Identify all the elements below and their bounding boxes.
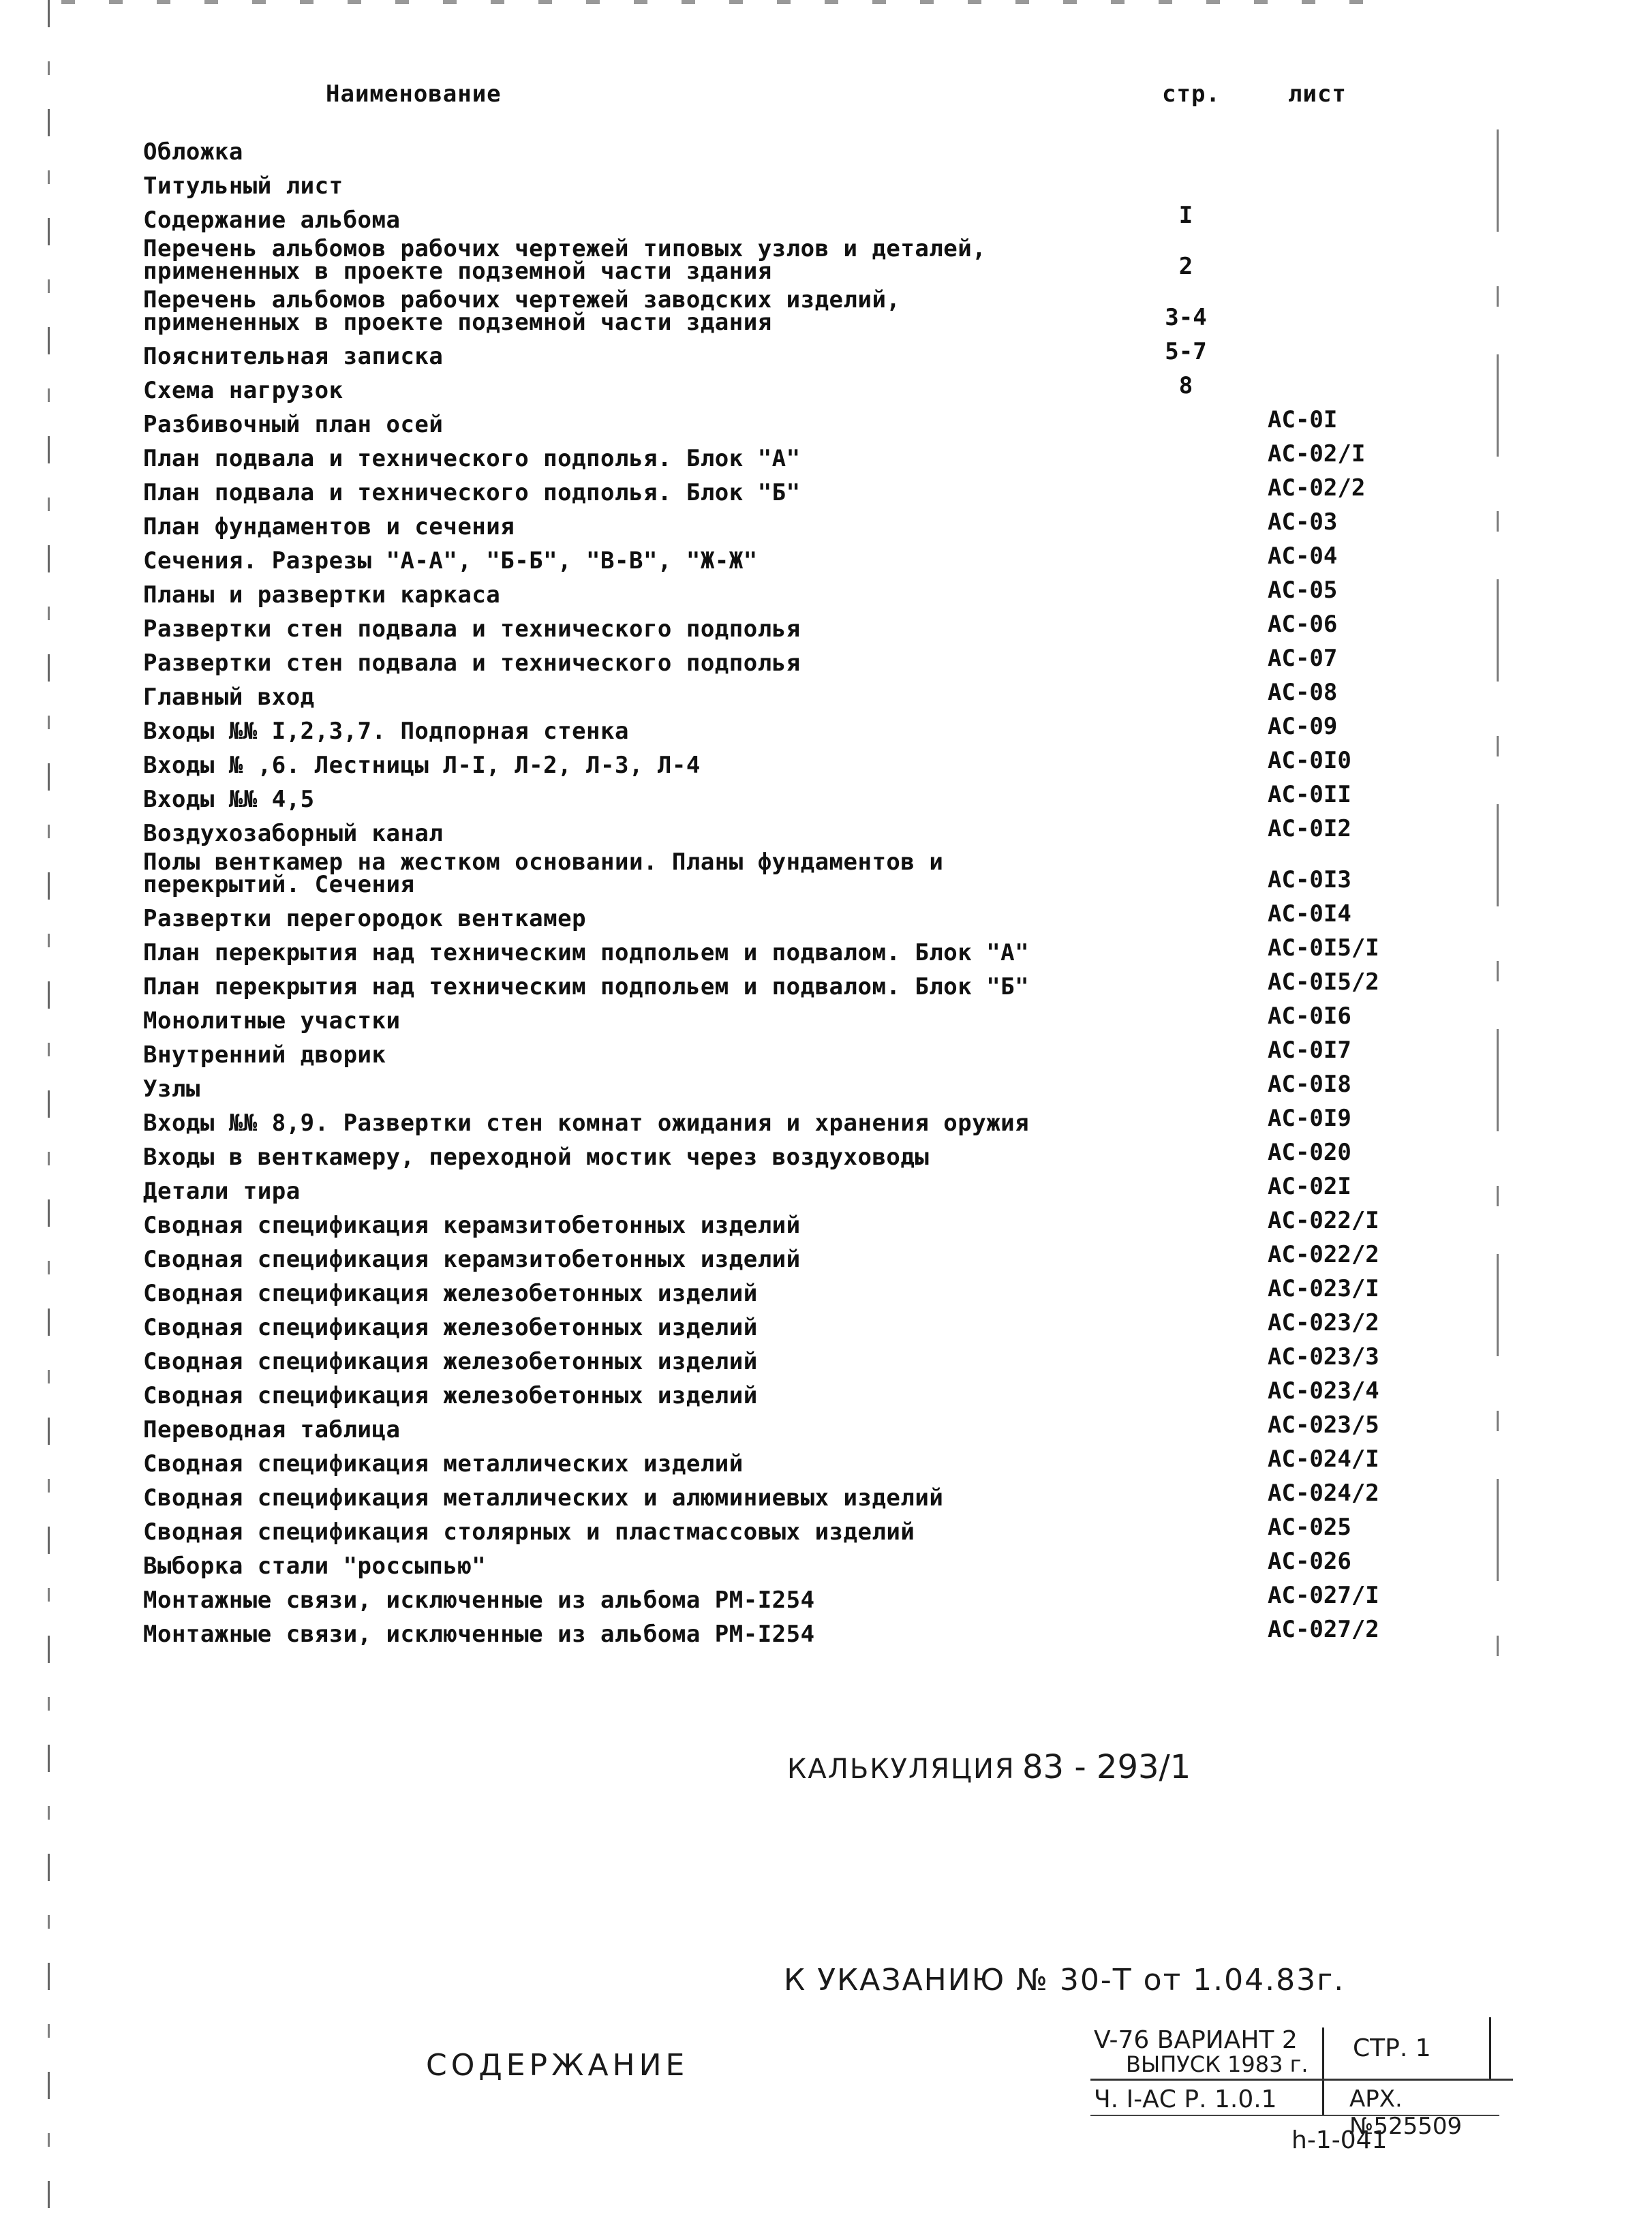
table-row [143, 1510, 1438, 1544]
row-title: План подвала и технического подполья. Блок "Б" [143, 479, 801, 506]
row-title: Сечения. Разрезы "А-А", "Б-Б", "В-В", "Ж-Ж" [143, 547, 758, 575]
row-title: Сводная спецификация железобетонных изделий [143, 1348, 758, 1375]
row-title: Содержание альбома [143, 206, 401, 234]
row-title: Выборка стали "россыпью" [143, 1552, 487, 1580]
row-page: 3-4 [1165, 304, 1207, 331]
table-row [143, 1203, 1438, 1237]
table-row [143, 1067, 1438, 1101]
scan-edge-left [48, 0, 50, 2234]
stamp-divider [1090, 2079, 1513, 2081]
row-title: План перекрытия над техническим подпольем и подвалом. Блок "Б" [143, 973, 1030, 1000]
stamp-divider [1489, 2017, 1491, 2079]
row-sheet: АС-06 [1268, 611, 1338, 638]
order-reference: К УКАЗАНИЮ № 30-Т от 1.04.83г. [784, 1963, 1345, 1998]
row-title: Титульный лист [143, 172, 343, 200]
row-sheet: АС-05 [1268, 577, 1338, 604]
row-title: План подвала и технического подполья. Блок "А" [143, 445, 801, 472]
row-title: Развертки перегородок венткамер [143, 905, 587, 932]
row-sheet: АС-022/I [1268, 1207, 1379, 1234]
stamp-divider [1322, 2028, 1324, 2116]
row-sheet: АС-0I9 [1268, 1105, 1351, 1132]
row-sheet: АС-023/3 [1268, 1343, 1379, 1371]
row-sheet: АС-0I0 [1268, 747, 1351, 774]
row-sheet: АС-023/2 [1268, 1309, 1379, 1336]
row-title: Входы №№ I,2,3,7. Подпорная стенка [143, 718, 629, 745]
table-row [143, 572, 1438, 607]
table-row [143, 538, 1438, 575]
row-title: Монолитные участки [143, 1007, 401, 1035]
row-sheet: АС-0I3 [1268, 866, 1351, 893]
stamp-issue: ВЫПУСК 1983 г. [1126, 2051, 1309, 2077]
scan-edge-right [1497, 129, 1499, 1697]
table-row [143, 607, 1438, 641]
table-row [143, 1373, 1438, 1407]
table-row [143, 334, 1438, 368]
row-sheet: АС-0I4 [1268, 900, 1351, 928]
table-row [143, 896, 1438, 930]
row-title: Сводная спецификация столярных и пластмассовых изделий [143, 1518, 915, 1546]
row-title: Обложка [143, 138, 243, 166]
table-row [143, 743, 1438, 777]
row-title: Главный вход [143, 684, 315, 711]
row-sheet: АС-023/4 [1268, 1377, 1379, 1405]
table-row [143, 1407, 1438, 1441]
stamp-page: СТР. 1 [1353, 2034, 1431, 2062]
row-title: Входы №№ 4,5 [143, 786, 315, 813]
table-row [143, 811, 1438, 845]
table-row [143, 1544, 1438, 1578]
row-title: Разбивочный план осей [143, 411, 444, 438]
row-sheet: АС-03 [1268, 508, 1338, 536]
row-title: План перекрытия над техническим подпольем и подвалом. Блок "А" [143, 939, 1030, 966]
table-row [143, 1271, 1438, 1305]
row-title: Перечень альбомов рабочих чертежей заводских изделий, примененных в проекте подземной части здания [143, 286, 901, 336]
row-sheet: АС-027/I [1268, 1582, 1379, 1609]
row-title: Входы № ,6. Лестницы Л-I, Л-2, Л-3, Л-4 [143, 752, 701, 779]
table-row [143, 402, 1438, 436]
table-row [143, 641, 1438, 675]
calculation-number: 83 - 293/1 [1022, 1748, 1191, 1786]
row-title: Сводная спецификация керамзитобетонных изделий [143, 1212, 801, 1239]
table-row [143, 964, 1438, 998]
row-title: План фундаментов и сечения [143, 513, 515, 540]
table-row [143, 198, 1438, 232]
row-sheet: АС-0I7 [1268, 1037, 1351, 1064]
row-page: I [1178, 202, 1193, 229]
row-title: Переводная таблица [143, 1416, 401, 1443]
table-row [143, 1612, 1438, 1646]
table-row [143, 1475, 1438, 1510]
row-page: 5-7 [1165, 338, 1207, 365]
table-row [143, 1305, 1438, 1339]
table-row [143, 777, 1438, 811]
row-title: Монтажные связи, исключенные из альбома РМ-I254 [143, 1587, 815, 1614]
row-title: Сводная спецификация металлических изделий [143, 1450, 744, 1478]
row-page: 8 [1178, 372, 1193, 399]
document-title: СОДЕРЖАНИЕ [426, 2048, 689, 2083]
table-row [143, 1101, 1438, 1135]
table-row [143, 1339, 1438, 1373]
column-header-sheet: лист [1288, 80, 1347, 108]
table-row [143, 1441, 1438, 1478]
column-header-page: стр. [1162, 80, 1221, 108]
table-row [143, 1032, 1438, 1067]
row-sheet: АС-02/2 [1268, 474, 1366, 502]
row-title: Перечень альбомов рабочих чертежей типовых узлов и деталей, примененных в проекте подземной части здания [143, 235, 987, 285]
column-header-name: Наименование [326, 80, 502, 108]
row-sheet: АС-0I5/2 [1268, 968, 1379, 996]
row-title: Входы в венткамеру, переходной мостик через воздуховоды [143, 1144, 930, 1171]
row-title: Детали тира [143, 1178, 301, 1205]
row-sheet: АС-02/I [1268, 440, 1366, 468]
table-row [143, 709, 1438, 743]
table-row [143, 283, 1438, 334]
table-row [143, 470, 1438, 504]
table-row [143, 1578, 1438, 1612]
row-sheet: АС-023/5 [1268, 1411, 1379, 1439]
stamp-archive-number: АРХ. №525509 [1349, 2085, 1463, 2140]
row-title: Развертки стен подвала и технического подполья [143, 615, 801, 643]
table-row [143, 436, 1438, 470]
row-title: Сводная спецификация железобетонных изделий [143, 1382, 758, 1409]
row-sheet: АС-0I5/I [1268, 934, 1379, 962]
row-sheet: АС-07 [1268, 645, 1338, 672]
row-sheet: АС-04 [1268, 542, 1338, 570]
table-row [143, 998, 1438, 1035]
table-row [143, 504, 1438, 538]
row-sheet: АС-0I2 [1268, 815, 1351, 842]
row-title: Входы №№ 8,9. Развертки стен комнат ожидания и хранения оружия [143, 1110, 1030, 1137]
table-row [143, 1169, 1438, 1203]
stamp-variant: V-76 ВАРИАНТ 2 [1094, 2026, 1298, 2054]
row-sheet: АС-0I6 [1268, 1003, 1351, 1030]
row-title: Сводная спецификация железобетонных изделий [143, 1280, 758, 1307]
table-row [143, 368, 1438, 402]
table-row [143, 845, 1438, 896]
row-sheet: АС-08 [1268, 679, 1338, 706]
row-sheet: АС-026 [1268, 1548, 1351, 1575]
row-sheet: АС-023/I [1268, 1275, 1379, 1302]
table-row [143, 1237, 1438, 1271]
row-sheet: АС-027/2 [1268, 1616, 1379, 1643]
contents-list [143, 129, 1438, 1646]
row-title: Сводная спецификация металлических и алюминиевых изделий [143, 1484, 944, 1512]
row-title: Схема нагрузок [143, 377, 343, 404]
row-title: Полы венткамер на жестком основании. Планы фундаментов и перекрытий. Сечения [143, 848, 944, 898]
row-title: Развертки стен подвала и технического подполья [143, 649, 801, 677]
row-sheet: АС-0I [1268, 406, 1338, 433]
row-sheet: АС-024/2 [1268, 1480, 1379, 1507]
row-sheet: АС-024/I [1268, 1445, 1379, 1473]
row-title: Сводная спецификация железобетонных изделий [143, 1314, 758, 1341]
stamp-part: Ч. I-АС Р. 1.0.1 [1094, 2085, 1277, 2113]
row-title: Планы и развертки каркаса [143, 581, 501, 609]
scan-edge-top [61, 0, 1390, 4]
row-title: Сводная спецификация керамзитобетонных изделий [143, 1246, 801, 1273]
row-sheet: АС-0I8 [1268, 1071, 1351, 1098]
row-sheet: АС-09 [1268, 713, 1338, 740]
table-row [143, 164, 1438, 198]
row-page: 2 [1178, 253, 1193, 280]
row-sheet: АС-022/2 [1268, 1241, 1379, 1268]
table-row [143, 232, 1438, 283]
calculation-label: КАЛЬКУЛЯЦИЯ [787, 1754, 1015, 1785]
bottom-note: h-1-041 [1291, 2126, 1388, 2154]
row-sheet: АС-025 [1268, 1514, 1351, 1541]
table-row [143, 675, 1438, 709]
table-row [143, 1135, 1438, 1169]
row-title: Воздухозаборный канал [143, 820, 444, 847]
row-title: Узлы [143, 1075, 200, 1103]
table-row [143, 129, 1438, 164]
table-row [143, 930, 1438, 964]
row-title: Пояснительная записка [143, 343, 444, 370]
row-title: Монтажные связи, исключенные из альбома РМ-I254 [143, 1621, 815, 1648]
row-sheet: АС-0II [1268, 781, 1351, 808]
row-sheet: АС-020 [1268, 1139, 1351, 1166]
row-sheet: АС-02I [1268, 1173, 1351, 1200]
row-title: Внутренний дворик [143, 1041, 386, 1069]
